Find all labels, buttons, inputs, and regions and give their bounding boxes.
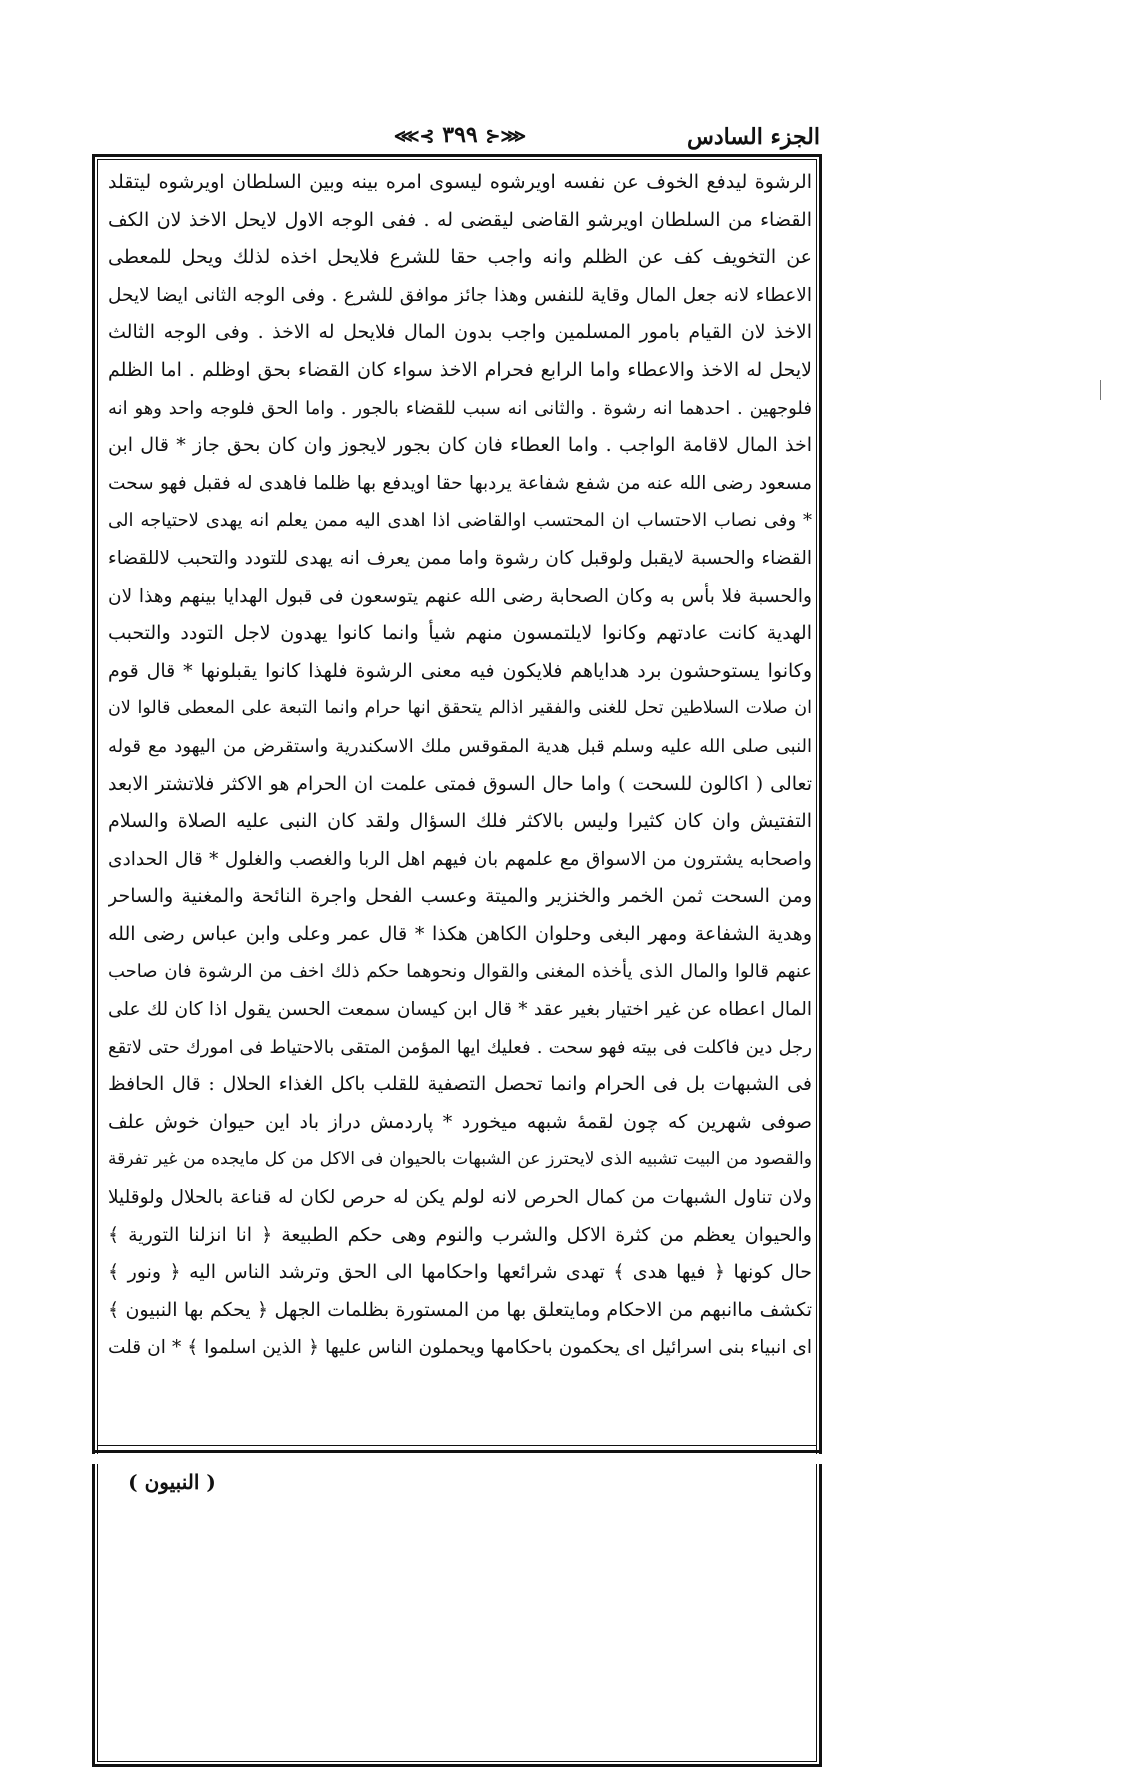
frame-bottom-border-inner bbox=[97, 1445, 817, 1446]
text-line: الرشوة ليدفع الخوف عن نفسه اويرشوه ليسوى امره بينه وبين السلطان اويرشوه ليتقلد bbox=[108, 171, 812, 193]
text-line: واصحابه يشترون من الاسواق مع علمهم بان فيهم اهل الربا والغصب والغلول * قال الحدادى bbox=[108, 848, 812, 870]
text-line: تعالى ( اكالون للسحت ) واما حال السوق فمتى علمت ان الحرام هو الاكثر فلاتشتر الابعد bbox=[108, 772, 812, 795]
text-line: صوفى شهرين كه چون لقمهٔ شبهه ميخورد * پاردمش دراز باد اين حيوان خوش علف bbox=[108, 1110, 812, 1133]
text-line: رجل دين فاكلت فى بيته فهو سحت . فعليك ايها المؤمن المتقى بالاحتياط فى امورك حتى لاتقع bbox=[108, 1036, 812, 1058]
text-line: اى انبياء بنى اسرائيل اى يحكمون باحكامها ويحملون الناس عليها ﴿ الذين اسلموا ﴾ * ان قلت bbox=[108, 1337, 812, 1359]
text-line: الهدية كانت عادتهم وكانوا لايلتمسون منهم شيأ وانما كانوا يهدون لاجل التودد والتحبب bbox=[108, 622, 812, 645]
text-line: الاخذ لان القيام بامور المسلمين واجب بدون المال فلايحل له الاخذ . وفى الوجه الثالث bbox=[108, 321, 812, 344]
text-line: عن التخويف كف عن الظلم وانه واجب حقا للشرع فلايحل اخذه لذلك ويحل للمعطى bbox=[108, 246, 812, 269]
text-line: تكشف ماانبهم من الاحكام ومايتعلق بها من المستورة بظلمات الجهل ﴿ يحكم بها النبيون ﴾ bbox=[108, 1298, 812, 1321]
page-header bbox=[92, 122, 820, 156]
text-line: حال كونها ﴿ فيها هدى ﴾ تهدى شرائعها واحكامها الى الحق وترشد الناس اليه ﴿ ونور ﴾ bbox=[108, 1261, 812, 1284]
text-line: والحيوان يعظم من كثرة الاكل والشرب والنوم وهى حكم الطبيعة ﴿ انا انزلنا التورية ﴾ bbox=[108, 1223, 812, 1246]
text-line: اخذ المال لاقامة الواجب . واما العطاء فان كان بجور لايجوز وان كان بحق جاز * قال ابن bbox=[108, 434, 812, 457]
text-line: المال اعطاه عن غير اختيار بغير عقد * قال ابن كيسان سمعت الحسن يقول اذا كان لك على bbox=[108, 999, 812, 1021]
text-line: القضاء من السلطان اويرشو القاضى ليقضى له . ففى الوجه الاول لايحل الاخذ لان الكف bbox=[108, 208, 812, 231]
ornament-right: ⋘⊰ bbox=[485, 126, 527, 147]
frame-bottom-border bbox=[92, 1450, 822, 1453]
text-line: القضاء والحسبة لايقبل ولوقبل كان رشوة واما ممن يعرف انه يهدى للتودد والتحبب لاللقضاء bbox=[108, 547, 812, 569]
text-line: التفتيش وان كان كثيرا وليس بالاكثر فلك السؤال ولقد كان النبى عليه الصلاة والسلام bbox=[108, 810, 812, 833]
text-line: ومن السحت ثمن الخمر والخنزير والميتة وعسب الفحل واجرة النائحة والمغنية والساحر bbox=[108, 885, 812, 908]
margin-mark bbox=[1100, 380, 1101, 400]
text-line: النبى صلى الله عليه وسلم قبل هدية المقوقس ملك الاسكندرية واستقرض من اليهود مع قوله bbox=[108, 735, 812, 757]
page-number: ٣٩٩ bbox=[442, 122, 478, 148]
text-line: وكانوا يستوحشون برد هداياهم فلايكون فيه معنى الرشوة فلهذا كانوا يقبلونها * قال قوم bbox=[108, 659, 812, 682]
text-line: مسعود رضى الله عنه من شفع شفاعة يردبها حقا اويدفع بها ظلما فاهدى له فقبل فهو سحت bbox=[108, 472, 812, 494]
text-line: والحسبة فلا بأس به وكان الصحابة رضى الله عنهم يتوسعون فى قبول الهدايا بينهم وهذا لان bbox=[108, 585, 812, 607]
body-text bbox=[108, 164, 812, 1367]
text-line: لايحل له الاخذ والاعطاء واما الرابع فحرام الاخذ سواء كان القضاء بحق اوظلم . اما الظلم bbox=[108, 358, 812, 381]
text-line: وهدية الشفاعة ومهر البغى وحلوان الكاهن هكذا * قال عمر وعلى وابن عباس رضى الله bbox=[108, 922, 812, 945]
text-line: * وفى نصاب الاحتساب ان المحتسب اوالقاضى اذا اهدى اليه ممن يعلم انه يهدى لاحتياجه الى bbox=[108, 510, 812, 532]
text-line: ولان تناول الشبهات من كمال الحرص لانه لولم يكن له حرص لكان له قناعة بالحلال ولوقليلا bbox=[108, 1187, 812, 1209]
catchword: ( النبيون ) bbox=[128, 1470, 216, 1494]
frame-bottom-mask bbox=[92, 1454, 822, 1464]
text-line: فلوجهين . احدهما انه رشوة . والثانى انه سبب للقضاء بالجور . واما الحق فلوجه واحد وهو انه bbox=[108, 397, 812, 419]
volume-label: الجزء السادس bbox=[687, 124, 820, 150]
ornament-left: ⊱⋙ bbox=[393, 126, 435, 147]
text-line: عنهم قالوا والمال الذى يأخذه المغنى والقوال ونحوهما حكم ذلك اخف من الرشوة فان صاحب bbox=[108, 961, 812, 983]
text-line: فى الشبهات بل فى الحرام وانما تحصل التصفية للقلب باكل الغذاء الحلال : قال الحافظ bbox=[108, 1073, 812, 1096]
text-line: ان صلات السلاطين تحل للغنى والفقير اذالم يتحقق انها حرام وانما التبعة على المعطى قالوا لان bbox=[108, 698, 812, 719]
text-line: الاعطاء لانه جعل المال وقاية للنفس وهذا جائز موافق للشرع . وفى الوجه الثانى ايضا لايحل bbox=[108, 284, 812, 306]
text-line: والقصود من البيت تشبيه الذى لايحترز عن الشبهات بالحيوان فى الاكل من كل مايجده من غير تفرقة bbox=[108, 1149, 812, 1170]
page-number-group bbox=[380, 122, 540, 148]
